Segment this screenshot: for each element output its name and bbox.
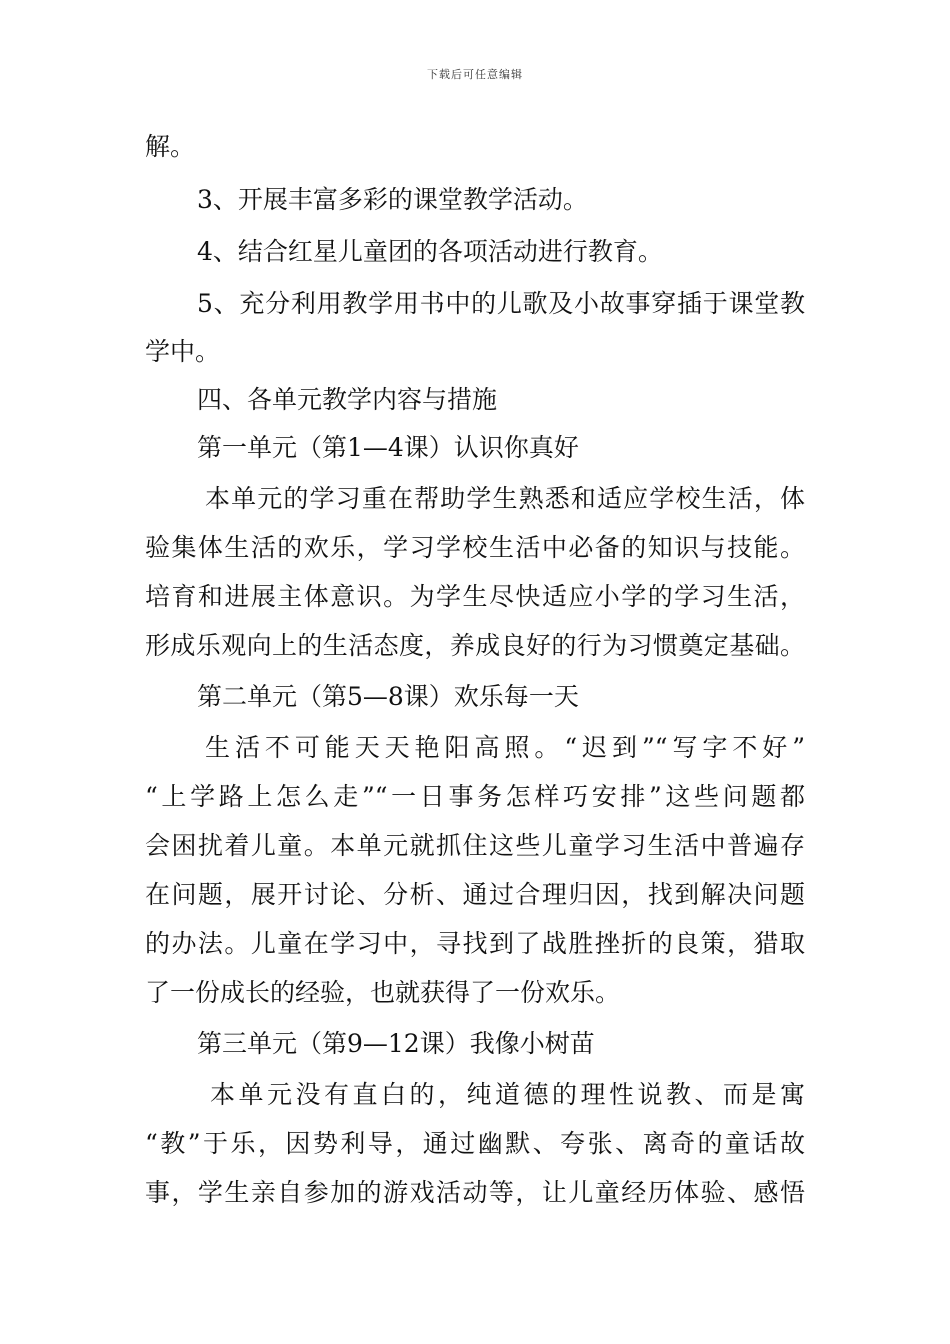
text-line: 会困扰着儿童。本单元就抓住这些儿童学习生活中普遍存 [145,831,805,860]
unit-heading: 第三单元（第9—12课）我像小树苗 [197,1029,595,1058]
text-line: 5、充分利用教学用书中的儿歌及小故事穿插于课堂教 [197,289,805,318]
text-line: 3、开展丰富多彩的课堂教学活动。 [197,185,588,214]
text-line: “教”于乐，因势利导，通过幽默、夸张、离奇的童话故 [145,1129,805,1158]
page-header-note: 下载后可任意编辑 [427,68,523,81]
text-line: 了一份成长的经验，也就获得了一份欢乐。 [145,978,621,1007]
text-line: 培育和进展主体意识。为学生尽快适应小学的学习生活， [145,582,805,611]
text-line: “上学路上怎么走”“一日事务怎样巧安排”这些问题都 [145,782,805,811]
text-line: 验集体生活的欢乐，学习学校生活中必备的知识与技能。 [145,533,805,562]
text-line: 本单元没有直白的，纯道德的理性说教、而是寓 [210,1080,805,1109]
text-line: 在问题，展开讨论、分析、通过合理归因，找到解决问题 [145,880,805,909]
text-line: 的办法。儿童在学习中，寻找到了战胜挫折的良策，猎取 [145,929,805,958]
unit-heading: 第二单元（第5—8课）欢乐每一天 [197,682,579,711]
text-line: 解。 [145,132,196,161]
text-line: 学中。 [145,337,221,366]
text-line: 形成乐观向上的生活态度，养成良好的行为习惯奠定基础。 [145,631,805,660]
text-line: 生活不可能天天艳阳高照。“迟到”“写字不好” [205,733,805,762]
section-heading: 四、各单元教学内容与措施 [197,385,498,414]
unit-heading: 第一单元（第1—4课）认识你真好 [197,433,579,462]
text-line: 事，学生亲自参加的游戏活动等，让儿童经历体验、感悟 [145,1178,805,1207]
text-line: 4、结合红星儿童团的各项活动进行教育。 [197,237,663,266]
text-line: 本单元的学习重在帮助学生熟悉和适应学校生活，体 [205,484,805,513]
